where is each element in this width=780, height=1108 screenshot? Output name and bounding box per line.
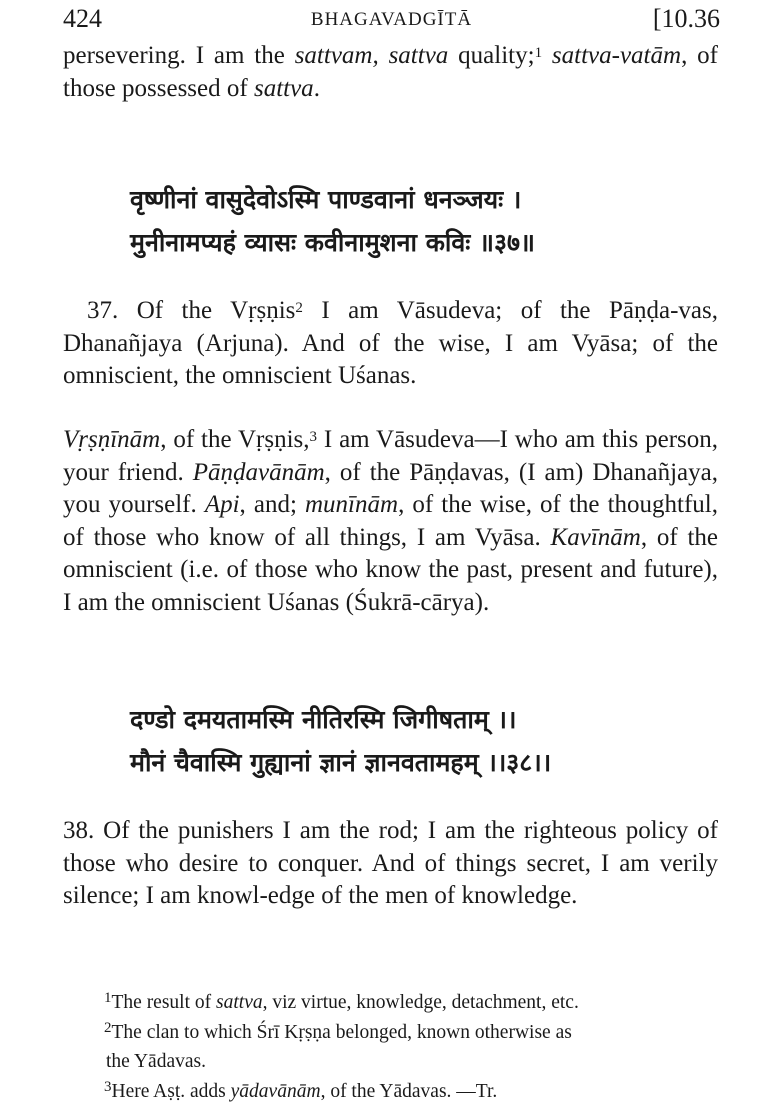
text (542, 42, 552, 69)
footnotes (104, 988, 724, 1106)
text: , of the wise, of the thoughtful, of those who know of all things, I am Vyāsa. (63, 491, 718, 551)
text: , of the Vṛṣṇis, (160, 426, 310, 453)
footnote-number: 2 (104, 1019, 112, 1036)
sanskrit-line: मौनं चैवास्मि गुह्यानां ज्ञानं ज्ञानवतामहम् ।।३८।। (130, 748, 552, 777)
text: , of the Pāṇḍavas, (I am) Dhanañjaya, you yourself. (63, 458, 718, 518)
footnote-1 (104, 988, 724, 1018)
term: sattva (216, 992, 263, 1013)
term: Pāṇḍavānām (192, 458, 325, 486)
verse-37-translation (63, 295, 718, 393)
footnote-ref: 1 (534, 45, 543, 61)
term: Vṛṣṇīnām (63, 426, 161, 453)
footnote-2 (104, 1018, 724, 1048)
footnote-3 (104, 1077, 724, 1107)
sanskrit-line: दण्डो दमयतामस्मि नीतिरस्मि जिगीषताम् ।। (130, 705, 517, 734)
footnote-number: 1 (104, 990, 112, 1006)
term: sattvam, sattva (294, 42, 449, 69)
text: quality; (448, 42, 535, 69)
text: , of the Yādavas. —Tr. (320, 1080, 498, 1102)
text: 37. Of the Vṛṣṇis (87, 297, 296, 324)
text: , of those possessed of (63, 42, 718, 102)
text: persevering. I am the (63, 42, 295, 69)
footnote-2-continued: the Yādavas. (106, 1051, 206, 1072)
page-number: 424 (63, 4, 102, 33)
text: The result of (111, 992, 217, 1013)
text: I am Vāsudeva; of the Pāṇḍa-vas, Dhanañjaya (Arjuna). And of the wise, I am Vyāsa; of the omniscient, the omniscient Uśanas. (63, 297, 718, 389)
footnote-number: 3 (104, 1078, 112, 1095)
text: Here Aṣṭ. adds (111, 1080, 231, 1102)
sanskrit-line: वृष्णीनां वासुदेवोऽस्मि पाण्डवानां धनञ्जयः । (130, 185, 522, 214)
text: The clan to which Śrī Kṛṣṇa belonged, known otherwise as (111, 1021, 572, 1043)
text: . (313, 74, 320, 102)
text: , and; (239, 491, 305, 518)
text: I am Vāsudeva—I who am this person, your friend. (63, 426, 718, 486)
sanskrit-verse-37 (130, 178, 690, 264)
term: Kavīnām (550, 523, 641, 551)
term: sattva (253, 74, 314, 102)
text: , viz virtue, knowledge, detachment, etc. (262, 992, 579, 1013)
term: munīnām (305, 491, 399, 518)
running-header (63, 4, 720, 38)
running-title: BHAGAVADGĪTĀ (310, 9, 473, 30)
paragraph-continued (63, 40, 718, 105)
verse-38-translation: 38. Of the punishers I am the rod; I am the righteous policy of those who desire to conquer. And of things secret, I am verily silence; I am knowl-edge of the men of knowledge. (63, 817, 718, 909)
text: , of the omniscient (i.e. of those who know the past, present and future), I am the omniscient Uśanas (Śukrā-cārya). (63, 523, 718, 616)
verse-reference: [10.36 (652, 4, 720, 33)
verse-37-commentary (63, 424, 718, 619)
footnote-ref: 3 (309, 429, 318, 445)
footnote-ref: 2 (295, 300, 303, 316)
term: sattva-vatām (551, 42, 682, 69)
term: Api (204, 491, 240, 518)
sanskrit-line: मुनीनामप्यहं व्यासः कवीनामुशना कविः ॥३७॥ (130, 228, 535, 257)
sanskrit-verse-38 (130, 698, 690, 784)
term: yādavānām (230, 1080, 321, 1102)
